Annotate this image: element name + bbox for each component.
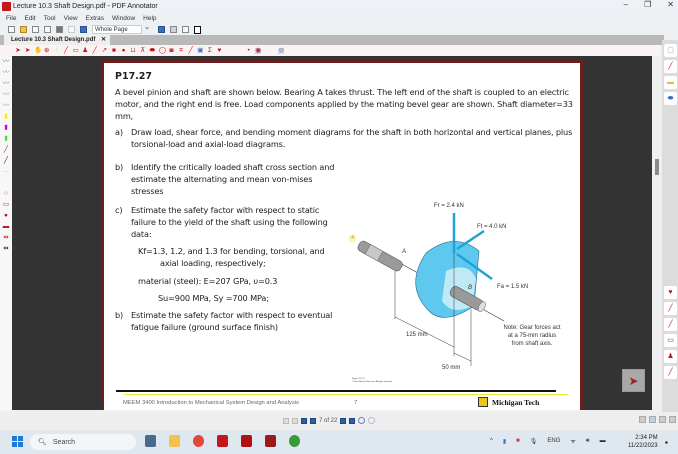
- clock[interactable]: [628, 434, 658, 450]
- figure-copyright: © John Wiley & Sons, Inc. All rights reserved.: [352, 381, 393, 383]
- sigma-icon[interactable]: Σ: [207, 46, 212, 54]
- single-page-view-icon[interactable]: [639, 416, 646, 423]
- continuous-view-icon[interactable]: [649, 416, 656, 423]
- favorite-eraser-icon[interactable]: ⬬: [664, 92, 677, 105]
- tab-lecture-10-3[interactable]: [4, 35, 110, 45]
- chrome-icon[interactable]: [193, 435, 204, 447]
- rect-outline-icon[interactable]: ▭: [2, 200, 10, 208]
- open-folder-icon[interactable]: [20, 26, 27, 33]
- document-tab-bar: [0, 35, 664, 45]
- print-icon[interactable]: [56, 26, 63, 33]
- next-view-icon[interactable]: [292, 418, 298, 424]
- note-line-2: at a 75-mm radius: [507, 333, 557, 339]
- favorites-panel: [662, 40, 678, 412]
- question-text: Estimate the safety factor with respect to eventual fatigue failure (ground surface finish): [131, 310, 333, 332]
- eraser-icon[interactable]: ⬬: [149, 46, 156, 54]
- file-explorer-icon[interactable]: [169, 435, 180, 447]
- close-button[interactable]: ✕: [667, 0, 674, 9]
- rectangle-icon[interactable]: ■: [111, 46, 116, 54]
- stamp-icon[interactable]: ♟: [82, 46, 89, 54]
- clock-date: 11/22/2023: [628, 443, 658, 449]
- next-page-button[interactable]: [340, 418, 346, 424]
- forward-button[interactable]: [368, 417, 375, 424]
- highlight-icon[interactable]: ▭: [72, 46, 79, 54]
- nx-icon[interactable]: [265, 435, 276, 447]
- question-a: [115, 127, 575, 151]
- bearing-b-label: B: [468, 285, 473, 291]
- line-red-icon[interactable]: ╱: [4, 145, 8, 153]
- notifications-icon[interactable]: ▪: [665, 438, 668, 447]
- vertical-scrollbar[interactable]: [652, 56, 662, 410]
- windows-start-icon[interactable]: [12, 436, 23, 447]
- arrow-icon[interactable]: ↗: [101, 46, 108, 54]
- menu-bar: [6, 13, 157, 23]
- link-icon[interactable]: ⊖: [278, 46, 285, 54]
- michigan-tech-wordmark: Michigan Tech: [492, 398, 540, 407]
- search-icon: 🔍︎: [38, 439, 47, 446]
- question-text: Identify the critically loaded shaft cross section and estimate the alternating and mean von-mises stresses: [131, 162, 335, 196]
- page-indicator[interactable]: 7 of 22: [319, 417, 338, 424]
- menu-file[interactable]: File: [6, 14, 17, 22]
- measure-icon[interactable]: ⊼: [140, 46, 146, 54]
- menu-extras[interactable]: Extras: [85, 14, 105, 22]
- record-icon[interactable]: ◉: [255, 46, 262, 54]
- kf-line-2: axial loading, respectively;: [160, 258, 266, 268]
- cursor-mode-button[interactable]: ➤: [622, 369, 645, 392]
- window-title: Lecture 10.3 Shaft Design.pdf - PDF Annotator: [13, 3, 158, 10]
- course-footer: MEEM 3400 Introduction to Mechanical System Design and Analysis: [123, 400, 299, 406]
- favorite-pen-icon[interactable]: ╱: [664, 60, 677, 73]
- line-black-icon[interactable]: ╱: [4, 156, 8, 164]
- arrows-black-icon[interactable]: ⇹: [3, 244, 9, 252]
- tab-close-icon[interactable]: ✕: [100, 37, 106, 43]
- two-page-view-icon[interactable]: [659, 416, 666, 423]
- strength-line: Su=900 MPa, Sy =700 MPa;: [158, 293, 269, 303]
- menu-window[interactable]: Window: [112, 14, 136, 22]
- crop-icon[interactable]: ⌗: [179, 46, 183, 54]
- arrows-red-icon[interactable]: ⇹: [3, 233, 9, 241]
- question-b: [115, 162, 345, 197]
- document-viewer[interactable]: [12, 56, 652, 410]
- battery-icon[interactable]: ▬: [599, 438, 606, 444]
- dim-125-label: 125 mm: [406, 332, 428, 338]
- pen-green-icon[interactable]: 〰: [2, 90, 10, 98]
- prev-view-icon[interactable]: [283, 418, 289, 424]
- favorite-highlighter-icon[interactable]: ▬: [664, 76, 677, 89]
- color-palette: [0, 56, 12, 410]
- menu-help[interactable]: Help: [143, 14, 157, 22]
- bearing-a-label: A: [402, 249, 407, 255]
- menu-edit[interactable]: Edit: [24, 14, 36, 22]
- line-gray-icon[interactable]: —: [2, 167, 10, 175]
- zoom-in-icon[interactable]: [170, 26, 177, 33]
- undo-icon[interactable]: [68, 26, 75, 33]
- system-tray: [490, 437, 606, 445]
- status-bar: [0, 412, 678, 430]
- text-select-icon[interactable]: ➤: [24, 46, 31, 54]
- back-button[interactable]: [358, 417, 365, 424]
- wifi-icon[interactable]: ᯤ: [570, 439, 576, 445]
- question-text: Estimate the safety factor with respect to static failure to the yield of the shaft using the following data:: [131, 205, 328, 239]
- pen-red-icon[interactable]: ╱: [188, 46, 193, 54]
- circle-filled-icon[interactable]: ●: [4, 211, 8, 219]
- pen-black-icon[interactable]: 〰: [2, 58, 10, 65]
- michigan-tech-logo-icon: [478, 397, 488, 407]
- menu-tool[interactable]: Tool: [43, 14, 56, 22]
- panel-page-icon[interactable]: ▢: [664, 44, 677, 57]
- question-label: b): [115, 162, 124, 172]
- fullscreen-icon[interactable]: [194, 26, 201, 34]
- pdf-annotator-logo-icon: [2, 2, 11, 11]
- question-text: Draw load, shear force, and bending moment diagrams for the shaft in both horizontal and vertical planes, plus torsional-load and axial-load diagrams.: [131, 127, 573, 149]
- favorite-stamp-icon[interactable]: ♟: [664, 350, 677, 363]
- ft-label: Ft = 4.0 kN: [477, 224, 507, 230]
- question-label: b): [115, 310, 124, 320]
- language-indicator[interactable]: ENG: [547, 438, 561, 444]
- acrobat-icon[interactable]: [241, 435, 252, 447]
- fr-label: Fr = 2.4 kN: [434, 203, 464, 209]
- windows-taskbar: [0, 430, 678, 454]
- arrow-select-icon[interactable]: ➤: [15, 46, 21, 54]
- volume-icon[interactable]: 🔊︎: [585, 437, 590, 444]
- pdf-page: [101, 60, 583, 410]
- scrollbar-thumb[interactable]: [655, 159, 659, 175]
- image-icon[interactable]: ▣: [197, 46, 204, 54]
- question-d: [115, 310, 345, 334]
- taskbar-search[interactable]: [30, 434, 136, 450]
- pdf-annotator-icon[interactable]: [217, 435, 228, 447]
- heart-icon[interactable]: ♥: [217, 46, 222, 54]
- line-light-icon[interactable]: —: [2, 178, 10, 186]
- pen-icon[interactable]: /: [55, 46, 58, 54]
- footer-divider: [116, 390, 556, 392]
- camera-icon[interactable]: ◙: [169, 46, 174, 54]
- favorite-heart-icon[interactable]: ♥: [664, 286, 677, 299]
- last-page-button[interactable]: [349, 418, 355, 424]
- new-icon[interactable]: [8, 26, 15, 33]
- material-line: material (steel): E=207 GPa, υ=0.3: [138, 276, 278, 286]
- rect-filled-icon[interactable]: ▬: [2, 222, 10, 230]
- pen-blue-icon[interactable]: 〰: [2, 79, 10, 87]
- clock-time: 2:34 PM: [635, 435, 658, 441]
- dropbox-icon[interactable]: ▮: [502, 438, 507, 445]
- grid-view-icon[interactable]: [669, 416, 676, 423]
- title-bar: [0, 0, 678, 13]
- zoom-out-icon[interactable]: [182, 26, 189, 33]
- sticky-note-icon[interactable]: 4: [349, 235, 356, 242]
- view-mode-buttons: [639, 416, 676, 423]
- highlighter-magenta-icon[interactable]: ▮: [4, 123, 8, 131]
- note-line-3: from shaft axis.: [511, 341, 553, 347]
- figure-caption: Figure P17.27: [352, 378, 365, 380]
- taskbar-apps: [145, 435, 300, 447]
- slide-number: 7: [354, 400, 358, 406]
- whole-page-icon[interactable]: [158, 26, 165, 33]
- comment-icon[interactable]: ◯: [158, 46, 167, 54]
- favorite-pen3-icon[interactable]: ╱: [664, 318, 677, 331]
- note-line-1: Note: Gear forces act: [503, 325, 561, 331]
- app-tray-icon[interactable]: ■: [516, 438, 520, 444]
- calculator-icon[interactable]: [145, 435, 156, 447]
- problem-intro: A bevel pinion and shaft are shown below. Bearing A takes thrust. The left end of the shaft is coupled to an electric motor, and the right end is free. Load components applied by the mating bevel gear are shown. Shaft diameter=33 mm,: [115, 87, 573, 121]
- hand-icon[interactable]: ✋: [34, 46, 43, 54]
- zoom-level-select[interactable]: Whole Page ⌄: [92, 25, 142, 34]
- first-page-button[interactable]: [301, 418, 307, 424]
- favorite-pen2-icon[interactable]: ╱: [664, 302, 677, 315]
- kf-line-1: Kf=1.3, 1.2, and 1.3 for bending, torsional, and: [138, 246, 325, 256]
- footer-accent-line: [124, 394, 568, 395]
- page-width-icon[interactable]: [80, 26, 87, 33]
- fa-label: Fa = 1.5 kN: [497, 284, 529, 290]
- problem-id: P17.27: [115, 71, 153, 82]
- prev-page-button[interactable]: [310, 418, 316, 424]
- circle-outline-icon[interactable]: ○: [4, 189, 8, 197]
- dim-50-label: 50 mm: [442, 365, 461, 371]
- polygon-icon[interactable]: ⊔: [130, 46, 136, 54]
- question-label: c): [115, 205, 123, 215]
- microphone-icon[interactable]: 🎙︎: [529, 438, 538, 445]
- line-icon[interactable]: ╱: [92, 46, 97, 54]
- page-navigation: [283, 417, 375, 424]
- save-icon[interactable]: [32, 26, 39, 33]
- main-toolbar: [8, 24, 201, 35]
- minimize-button[interactable]: –: [623, 0, 629, 9]
- highlighter-green-icon[interactable]: ▮: [4, 134, 8, 142]
- maximize-button[interactable]: ❐: [644, 0, 652, 9]
- annotation-toolbar: [0, 45, 660, 56]
- search-placeholder: Search: [52, 438, 76, 446]
- marker-icon[interactable]: ╱: [64, 46, 68, 54]
- chevron-up-icon[interactable]: ^: [490, 438, 493, 444]
- favorite-pen4-icon[interactable]: ╱: [664, 366, 677, 379]
- favorite-textbox-icon[interactable]: ▭: [664, 334, 677, 347]
- circle-icon[interactable]: ●: [121, 46, 126, 54]
- bevel-pinion-figure: [344, 191, 574, 386]
- question-label: a): [115, 127, 123, 137]
- pen-purple-icon[interactable]: 〰: [2, 101, 10, 109]
- zoom-icon[interactable]: ⊕: [44, 46, 50, 54]
- highlighter-yellow-icon[interactable]: ▮: [4, 112, 8, 120]
- pen-red-icon[interactable]: 〰: [2, 68, 10, 76]
- dot-icon[interactable]: •: [247, 46, 250, 54]
- recycle-icon[interactable]: [289, 435, 300, 447]
- save-as-icon[interactable]: [44, 26, 51, 33]
- menu-view[interactable]: View: [63, 14, 78, 22]
- tab-label: Lecture 10.3 Shaft Design.pdf: [11, 37, 96, 43]
- question-c: [115, 205, 345, 240]
